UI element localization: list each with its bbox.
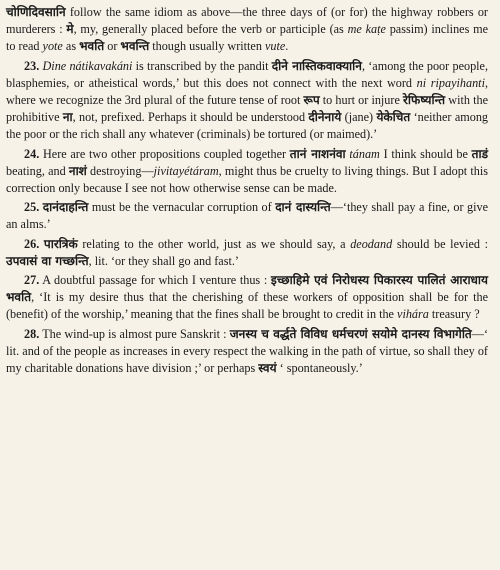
body-text: I think should be [379,146,472,161]
devanagari-text: दीनेनाये [308,110,342,125]
italic-text: vihára [397,307,429,322]
body-text: (jane) [341,110,377,125]
devanagari-text: रूप [303,93,320,108]
body-text: ‘neither among the poor or the rich shall any whatever (criminals) be tortured (or maimed).’ [6,110,489,142]
paragraph-number: 25. [24,200,40,215]
devanagari-text: मे [66,22,74,37]
paragraph-3 [6,146,488,198]
body-text: beating, and [6,163,69,178]
devanagari-text: स्वयं [258,361,277,376]
italic-text: yote [42,39,63,54]
paragraph-6 [6,272,488,324]
body-text: destroying— [86,163,154,178]
body-text: , might thus be cruelty to living things. But I adopt this correction only because I see not how otherwise sense can be made. [6,163,488,196]
italic-text: Dine nátikavakáni [42,58,133,73]
devanagari-text: जनस्य च वर्द्धते विविध धर्मचरणं सयोमे दानस्य विभागेति [229,326,472,341]
devanagari-text: रेफिष्यन्ति [403,93,446,108]
devanagari-text: इच्छाहिमे एवं निरोधस्य पिकारस्य पालितं आराधाय भवति [6,273,488,305]
italic-text: deodand [350,236,393,251]
body-text: passim) inclines me to read [6,22,488,54]
devanagari-text: ताडं [471,146,489,161]
paragraph-7 [6,326,488,378]
devanagari-text: ना [62,110,73,125]
devanagari-text: दीने नास्तिकवाक्यानि [271,58,362,73]
body-text: should be levied : [392,236,489,251]
paragraph-number: 23. [24,58,40,73]
paragraph-number: 26. [24,236,40,251]
body-text: follow the same idiom as above—the three days of (or for) the highway robbers or murderers : [6,5,488,37]
devanagari-text: येकेचित [376,110,411,125]
body-text: , lit. ‘or they shall go and fast.’ [88,253,239,268]
italic-text: jivitayétáram [153,163,219,178]
italic-text: tánam [349,146,380,161]
paragraph-number: 28. [24,326,40,341]
body-text: , ‘among the poor people, blasphemies, or atheistical words,’ but this does not connect with the next word [6,58,489,90]
devanagari-text: चोणिदिवसानि [6,5,66,19]
body-text: to hurt or injure [319,93,404,108]
italic-text: me kaṭe [347,22,386,37]
body-text: , my, generally placed before the verb or participle (as [73,22,348,37]
body-text: , ‘It is my desire thus that the cherishing of these workers of opposition shall be for the (benefit) of the worship,’ meaning that the fines shall be brought to credit in the [6,290,488,322]
body-text: treasury ? [428,307,480,322]
devanagari-text: दानं दास्यन्ति [275,200,331,215]
body-text: —‘ lit. and of the people as increases in every respect the walking in the path of virtue, so shall they of my charitable donations have division ;’ or perhaps [6,326,489,376]
paragraph-5 [6,236,488,270]
body-text: . [285,39,289,54]
body-text: is transcribed by the pandit [132,58,272,73]
italic-text: vute [264,39,286,54]
paragraph-number: 27. [24,273,40,288]
body-text: , not, prefixed. Perhaps it should be understood [72,110,309,125]
body-text: relating to the other world, just as we should say, a [77,236,351,251]
devanagari-text: उपवासं वा गच्छन्ति [6,253,89,268]
devanagari-text: भवन्ति [120,39,150,54]
body-text: though usually written [149,39,265,54]
body-text: The wind-up is almost pure Sanskrit : [42,326,230,341]
paragraph-4 [6,199,488,233]
body-text: with the prohibitive [6,93,488,125]
paragraph-number: 24. [24,146,40,161]
paragraph-2 [6,58,488,144]
paragraph-1 [6,4,488,56]
body-text: must be the vernacular corruption of [88,200,276,215]
body-text: —‘they shall pay a fine, or give an alms.’ [6,200,488,232]
body-text: or [104,39,121,54]
body-text: Here are two other propositions coupled together [42,146,290,161]
devanagari-text: पारत्रिकं [43,236,78,251]
italic-text: ni ripayihanti [416,75,485,90]
body-text: , where we recognize the 3rd plural of the future tense of root [6,75,488,108]
body-text: A doubtful passage for which I venture thus : [42,273,271,288]
devanagari-text: दानंदाहन्ति [42,200,89,215]
body-text: ‘ spontaneously.’ [276,361,363,376]
devanagari-text: नाशं [68,163,87,178]
devanagari-text: भवति [79,39,105,54]
body-text: as [62,39,80,54]
devanagari-text: तानं नाशनंवा [289,146,346,161]
